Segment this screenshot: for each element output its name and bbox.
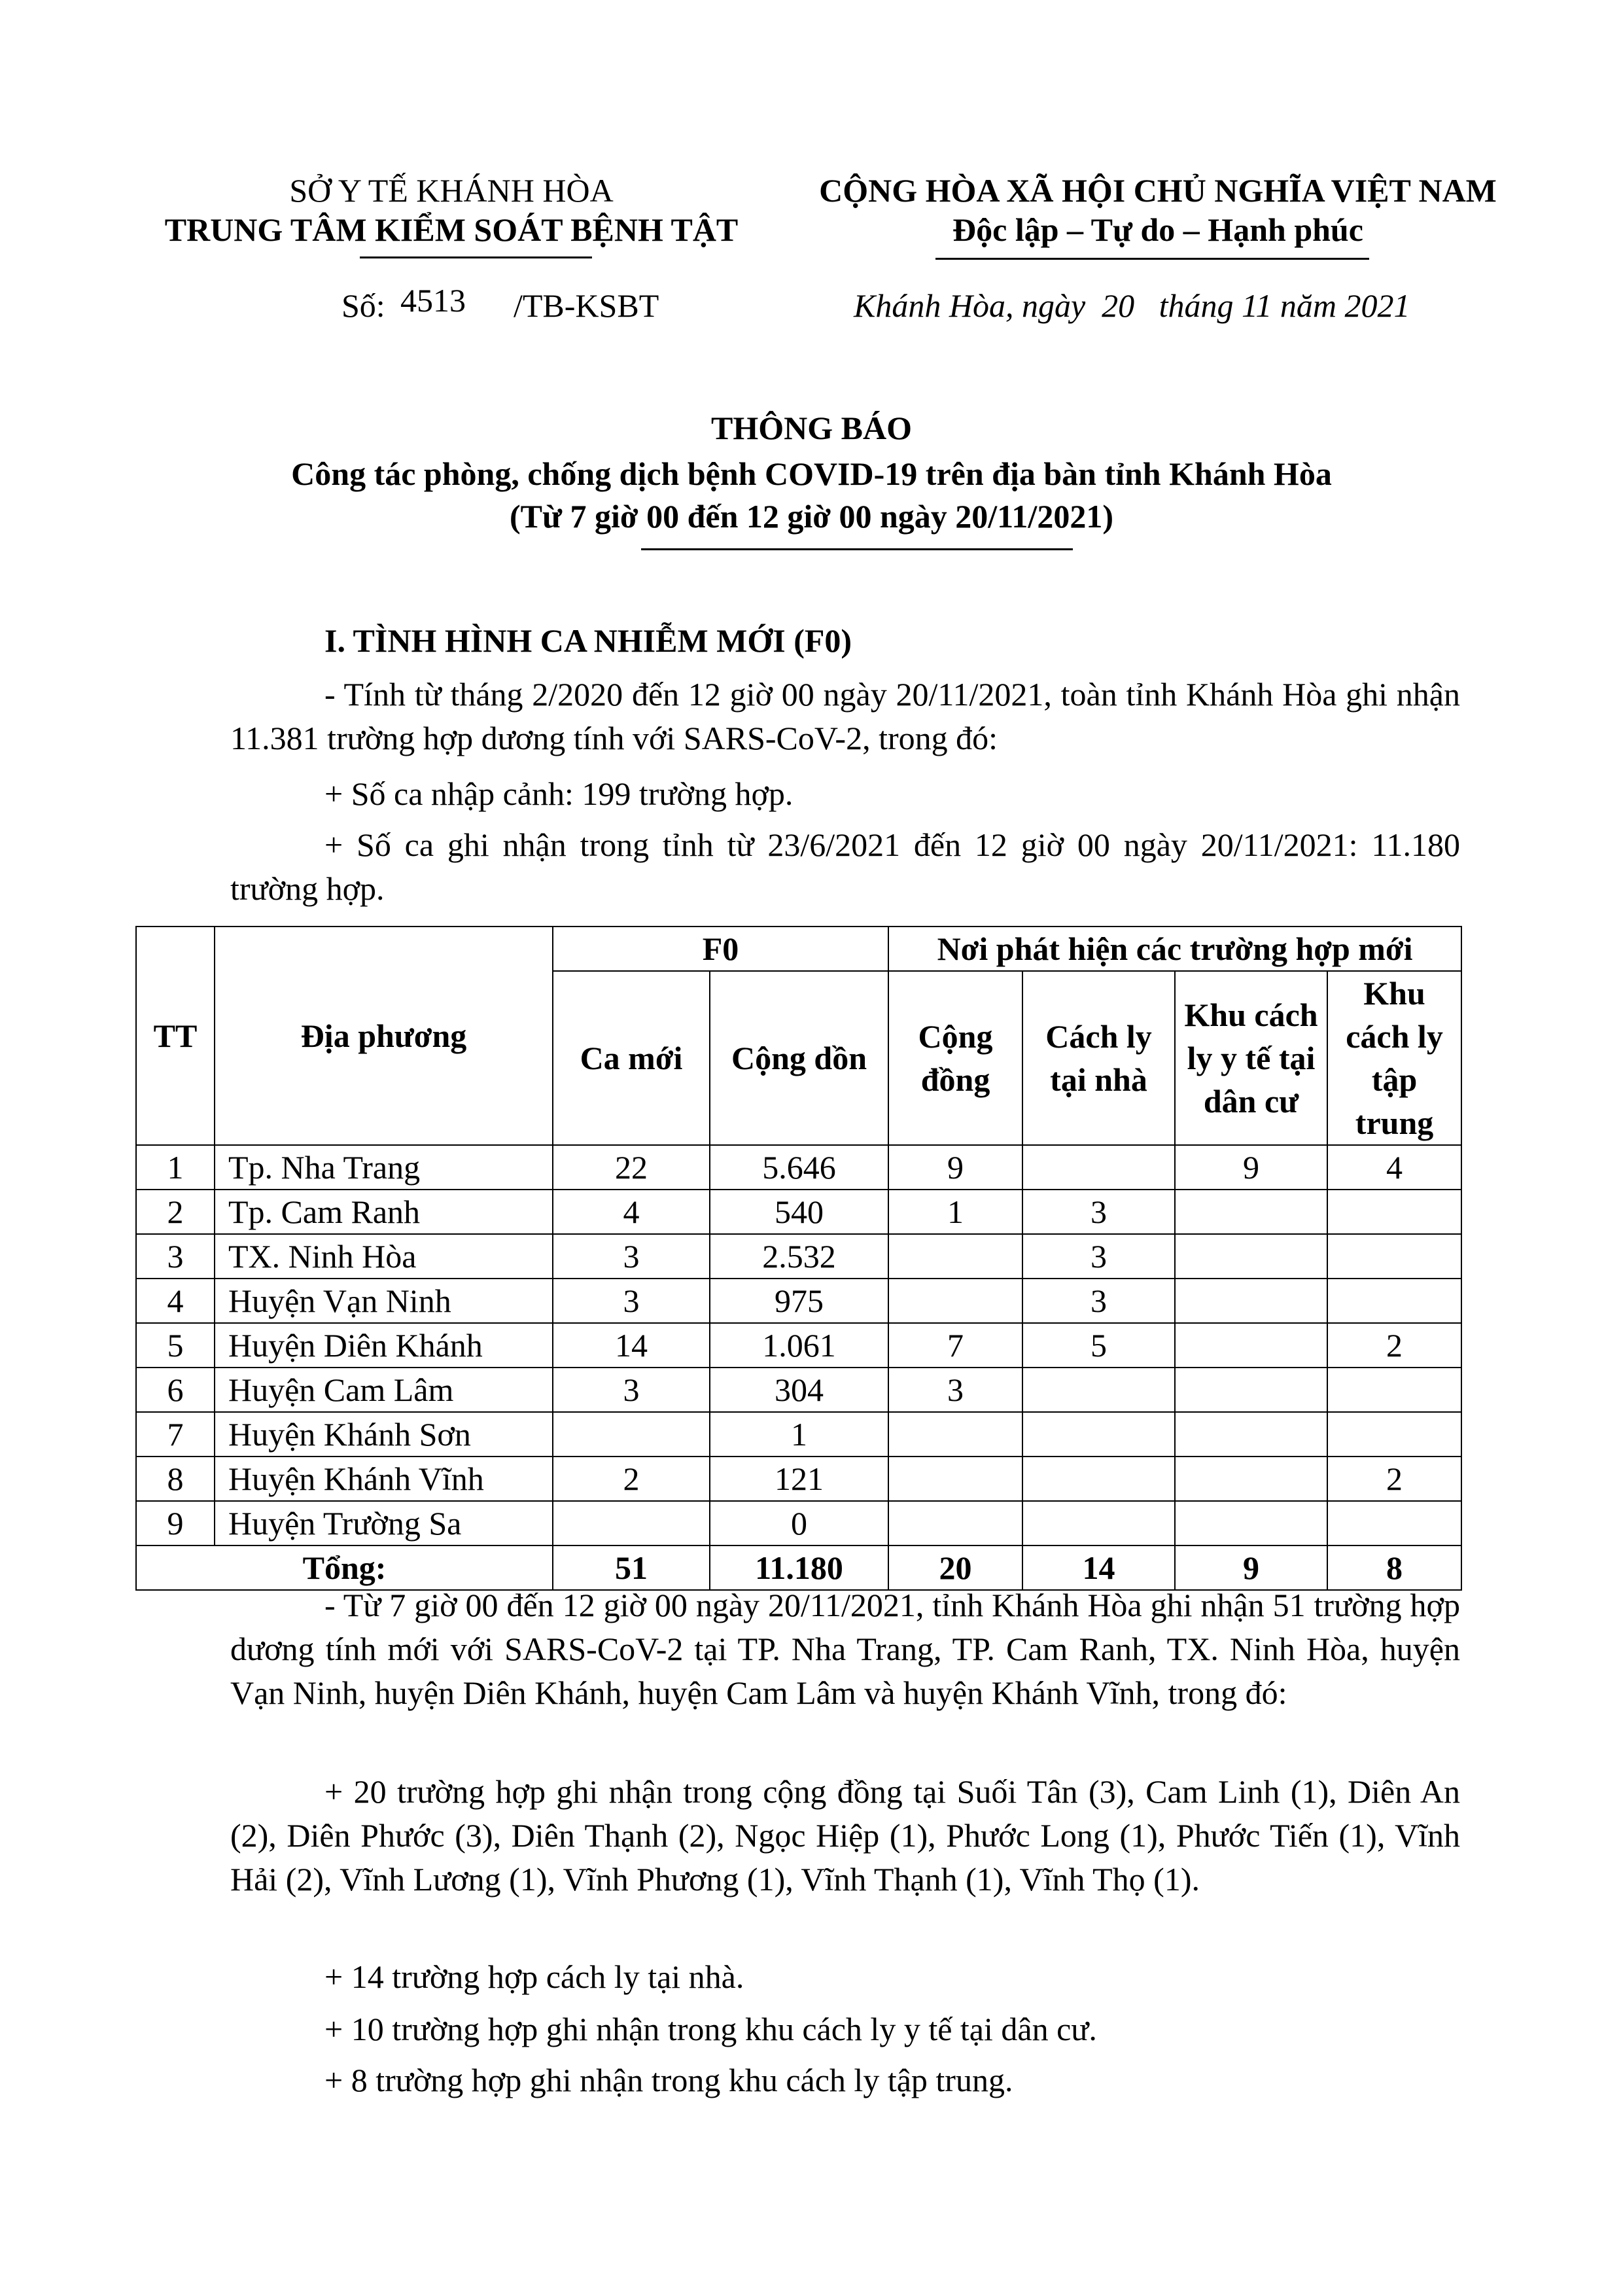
cell-central (1327, 1234, 1461, 1279)
cell-home (1022, 1145, 1175, 1190)
nation-underline (935, 258, 1369, 260)
cell-locality: TX. Ninh Hòa (215, 1234, 553, 1279)
cell-locality: Huyện Cam Lâm (215, 1368, 553, 1412)
header-locality: Địa phương (215, 927, 553, 1145)
paragraph-total-cases: - Tính từ tháng 2/2020 đến 12 giờ 00 ngày 20/11/2021, toàn tỉnh Khánh Hòa ghi nhận 11.381 trường hợp dương tính với SARS-CoV-2, trong đó: (230, 676, 1460, 756)
cell-residential (1175, 1457, 1327, 1501)
place-date: Khánh Hòa, ngày 20 tháng 11 năm 2021 (854, 287, 1410, 324)
paragraph-local-cases: + Số ca ghi nhận trong tỉnh từ 23/6/2021 đến 12 giờ 00 ngày 20/11/2021: 11.180 trường hợp. (230, 826, 1460, 907)
cell-central (1327, 1501, 1461, 1545)
cell-tt: 8 (136, 1457, 215, 1501)
cell-central: 2 (1327, 1323, 1461, 1368)
paragraph-imported-cases: + Số ca nhập cảnh: 199 trường hợp. (324, 775, 794, 812)
table-row (136, 1145, 1461, 1190)
cell-cumulative: 2.532 (710, 1234, 888, 1279)
title-underline (641, 548, 1073, 550)
cell-locality: Tp. Nha Trang (215, 1145, 553, 1190)
header-home-isolation: Cách ly tại nhà (1022, 971, 1175, 1145)
cell-community: 7 (888, 1323, 1022, 1368)
table-row (136, 1457, 1461, 1501)
table-row (136, 1279, 1461, 1323)
f0-cases-table (135, 926, 1462, 1591)
cell-locality: Huyện Trường Sa (215, 1501, 553, 1545)
cell-tt: 6 (136, 1368, 215, 1412)
header-detection-place: Nơi phát hiện các trường hợp mới (888, 927, 1461, 971)
cell-central (1327, 1412, 1461, 1457)
cell-home (1022, 1457, 1175, 1501)
cell-new (553, 1501, 710, 1545)
paragraph-home-isolation: + 14 trường hợp cách ly tại nhà. (324, 1958, 744, 1995)
cell-residential (1175, 1279, 1327, 1323)
cell-new: 14 (553, 1323, 710, 1368)
cell-residential (1175, 1368, 1327, 1412)
cell-cumulative: 121 (710, 1457, 888, 1501)
doc-subtitle: Công tác phòng, chống dịch bệnh COVID-19 trên địa bàn tỉnh Khánh Hòa (291, 455, 1332, 492)
table-row (136, 1501, 1461, 1545)
cell-community (888, 1234, 1022, 1279)
cell-new: 3 (553, 1279, 710, 1323)
total-residential: 9 (1175, 1545, 1327, 1590)
org-underline (360, 256, 592, 258)
cell-tt: 1 (136, 1145, 215, 1190)
nation-line1: CỘNG HÒA XÃ HỘI CHỦ NGHĨA VIỆT NAM (819, 172, 1497, 209)
cell-community (888, 1501, 1022, 1545)
cell-tt: 4 (136, 1279, 215, 1323)
cell-new: 22 (553, 1145, 710, 1190)
cell-residential: 9 (1175, 1145, 1327, 1190)
paragraph-central-quarantine: + 8 trường hợp ghi nhận trong khu cách ly tập trung. (324, 2062, 1013, 2098)
cell-new (553, 1412, 710, 1457)
cell-cumulative: 975 (710, 1279, 888, 1323)
header-central-quarantine: Khu cách ly tập trung (1327, 971, 1461, 1145)
org-name-line2: TRUNG TÂM KIỂM SOÁT BỆNH TẬT (164, 211, 739, 248)
cell-central (1327, 1279, 1461, 1323)
total-community: 20 (888, 1545, 1022, 1590)
cell-home: 3 (1022, 1190, 1175, 1234)
table-row (136, 1190, 1461, 1234)
paragraph-new-cases-summary: - Từ 7 giờ 00 đến 12 giờ 00 ngày 20/11/2021, tỉnh Khánh Hòa ghi nhận 51 trường hợp dương tính mới với SARS-CoV-2 tại TP. Nha Trang, TP. Cam Ranh, TX. Ninh Hòa, huyện Vạn Ninh, huyện Diên Khánh, huyện Cam Lâm và huyện Khánh Vĩnh, trong đó: (230, 1587, 1460, 1711)
section-heading: I. TÌNH HÌNH CA NHIỄM MỚI (F0) (324, 622, 852, 659)
cell-community: 1 (888, 1190, 1022, 1234)
cell-cumulative: 1 (710, 1412, 888, 1457)
cell-locality: Huyện Khánh Sơn (215, 1412, 553, 1457)
cell-residential (1175, 1323, 1327, 1368)
cell-central: 2 (1327, 1457, 1461, 1501)
cell-central (1327, 1190, 1461, 1234)
cell-home: 3 (1022, 1234, 1175, 1279)
cell-locality: Tp. Cam Ranh (215, 1190, 553, 1234)
doc-number: 4513 (400, 282, 466, 319)
table-row (136, 1234, 1461, 1279)
cell-home (1022, 1368, 1175, 1412)
cell-home: 5 (1022, 1323, 1175, 1368)
cell-new: 3 (553, 1368, 710, 1412)
cell-tt: 3 (136, 1234, 215, 1279)
cell-new: 4 (553, 1190, 710, 1234)
doc-number-label: Số: (341, 287, 385, 324)
cell-residential (1175, 1501, 1327, 1545)
cell-tt: 2 (136, 1190, 215, 1234)
cell-community (888, 1412, 1022, 1457)
cell-community (888, 1279, 1022, 1323)
cell-locality: Huyện Vạn Ninh (215, 1279, 553, 1323)
cell-cumulative: 540 (710, 1190, 888, 1234)
header-cumulative: Cộng dồn (710, 971, 888, 1145)
cell-community: 3 (888, 1368, 1022, 1412)
cell-central: 4 (1327, 1145, 1461, 1190)
cell-cumulative: 0 (710, 1501, 888, 1545)
total-cumulative: 11.180 (710, 1545, 888, 1590)
total-new: 51 (553, 1545, 710, 1590)
header-f0: F0 (553, 927, 888, 971)
cell-tt: 5 (136, 1323, 215, 1368)
cell-home (1022, 1412, 1175, 1457)
cell-community (888, 1457, 1022, 1501)
cell-cumulative: 304 (710, 1368, 888, 1412)
paragraph-residential-quarantine: + 10 trường hợp ghi nhận trong khu cách ly y tế tại dân cư. (324, 2011, 1097, 2047)
cell-locality: Huyện Khánh Vĩnh (215, 1457, 553, 1501)
cell-residential (1175, 1190, 1327, 1234)
nation-motto: Độc lập – Tự do – Hạnh phúc (952, 211, 1363, 248)
header-tt: TT (136, 927, 215, 1145)
cell-tt: 9 (136, 1501, 215, 1545)
header-residential-quarantine: Khu cách ly y tế tại dân cư (1175, 971, 1327, 1145)
cell-locality: Huyện Diên Khánh (215, 1323, 553, 1368)
table-row (136, 1323, 1461, 1368)
cell-tt: 7 (136, 1412, 215, 1457)
cell-new: 2 (553, 1457, 710, 1501)
cell-cumulative: 1.061 (710, 1323, 888, 1368)
org-name-line1: SỞ Y TẾ KHÁNH HÒA (289, 172, 614, 209)
total-home: 14 (1022, 1545, 1175, 1590)
doc-title: THÔNG BÁO (711, 410, 912, 446)
cell-community: 9 (888, 1145, 1022, 1190)
cell-home (1022, 1501, 1175, 1545)
total-label: Tổng: (136, 1545, 553, 1590)
header-new-cases: Ca mới (553, 971, 710, 1145)
cell-home: 3 (1022, 1279, 1175, 1323)
cell-residential (1175, 1412, 1327, 1457)
doc-number-suffix: /TB-KSBT (514, 287, 659, 324)
cell-new: 3 (553, 1234, 710, 1279)
cell-cumulative: 5.646 (710, 1145, 888, 1190)
cell-central (1327, 1368, 1461, 1412)
total-central: 8 (1327, 1545, 1461, 1590)
cell-residential (1175, 1234, 1327, 1279)
doc-period: (Từ 7 giờ 00 đến 12 giờ 00 ngày 20/11/2021) (510, 498, 1113, 535)
header-community: Cộng đồng (888, 971, 1022, 1145)
table-row (136, 1368, 1461, 1412)
table-row (136, 1412, 1461, 1457)
paragraph-community-cases: + 20 trường hợp ghi nhận trong cộng đồng tại Suối Tân (3), Cam Linh (1), Diên An (2), Diên Phước (3), Diên Thạnh (2), Ngọc Hiệp (1), Phước Long (1), Phước Tiến (1), Vĩnh Hải (2), Vĩnh Lương (1), Vĩnh Phương (1), Vĩnh Thạnh (1), Vĩnh Thọ (1). (230, 1773, 1460, 1898)
